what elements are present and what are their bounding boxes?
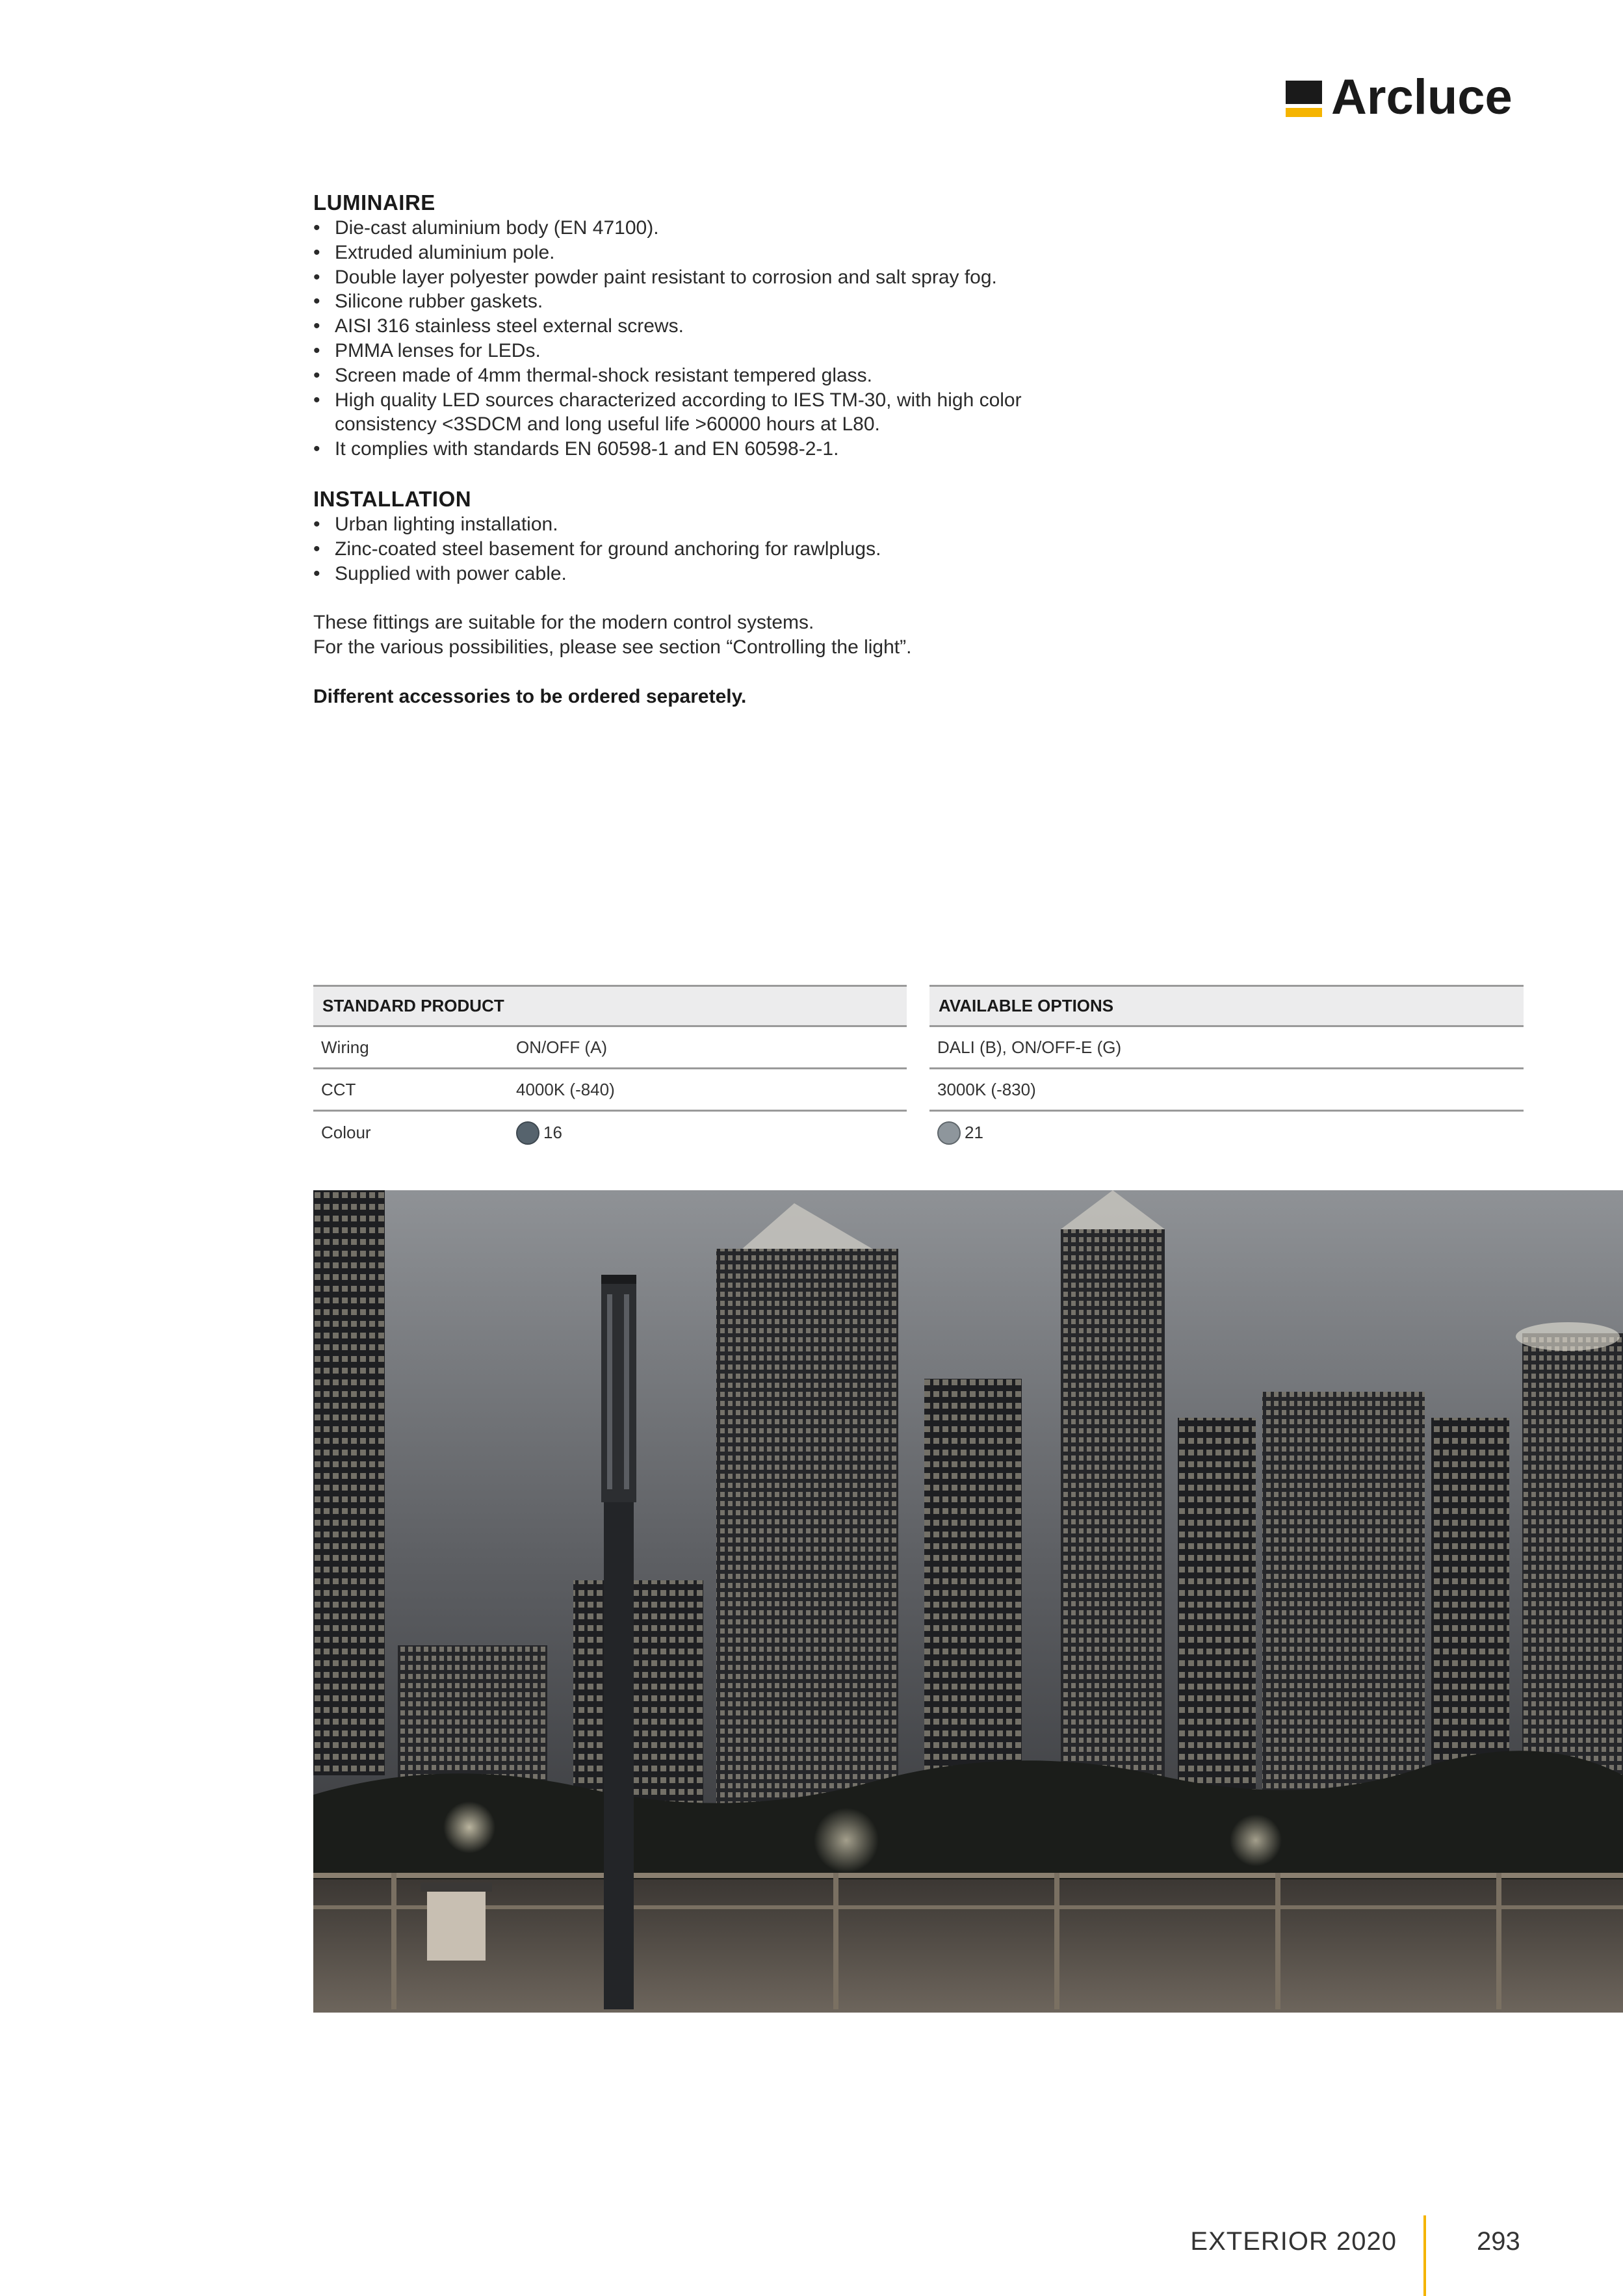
list-item: • Extruded aluminium pole. [313, 241, 1158, 265]
list-item: • Die-cast aluminium body (EN 47100). [313, 216, 1158, 241]
table-row [313, 1069, 907, 1112]
row-label: CCT [321, 1079, 356, 1099]
list-item: • High quality LED sources characterized according to IES TM-30, with high color consistency <3SDCM and long useful life >60000 hours at L80. [313, 388, 1069, 437]
list-item: • Supplied with power cable. [313, 562, 1158, 586]
product-description [313, 190, 1158, 709]
list-item: • Zinc-coated steel basement for ground anchoring for rawlplugs. [313, 537, 1158, 562]
page-number: 293 [1477, 2227, 1520, 2256]
control-systems-note: These fittings are suitable for the modern control systems. [313, 612, 814, 634]
table-row [929, 1027, 1524, 1069]
row-value: ON/OFF (A) [516, 1037, 608, 1057]
table-row [929, 1069, 1524, 1112]
list-item: • PMMA lenses for LEDs. [313, 339, 1158, 363]
row-value: 16 [543, 1123, 562, 1142]
standard-product-table [313, 985, 907, 1154]
row-value: DALI (B), ON/OFF-E (G) [937, 1037, 1122, 1057]
list-item: • Silicone rubber gaskets. [313, 289, 1158, 314]
row-value: 4000K (-840) [516, 1079, 615, 1099]
list-item: • Screen made of 4mm thermal-shock resistant tempered glass. [313, 363, 1158, 388]
installation-list [313, 512, 1158, 586]
available-options-table [929, 985, 1524, 1154]
luminaire-title: LUMINAIRE [313, 190, 435, 215]
luminaire-list [313, 216, 1158, 462]
installation-title: INSTALLATION [313, 486, 472, 511]
table-header: AVAILABLE OPTIONS [929, 985, 1524, 1027]
list-item: • It complies with standards EN 60598-1 and EN 60598-2-1. [313, 437, 1158, 462]
colour-swatch-21 [937, 1121, 961, 1145]
accessories-note: Different accessories to be ordered separetely. [313, 685, 747, 707]
brand-name: Arcluce [1331, 70, 1513, 125]
colour-swatch-16 [516, 1121, 539, 1145]
list-item: • Double layer polyester powder paint resistant to corrosion and salt spray fog. [313, 265, 1158, 290]
catalog-section: EXTERIOR 2020 [1190, 2227, 1397, 2256]
row-value: 3000K (-830) [937, 1079, 1036, 1099]
row-label: Colour [321, 1123, 371, 1142]
footer-divider [1423, 2215, 1426, 2296]
table-row [313, 1027, 907, 1069]
brand-logo [1286, 72, 1524, 124]
table-row [313, 1112, 907, 1154]
list-item: • AISI 316 stainless steel external screws. [313, 314, 1158, 339]
table-header: STANDARD PRODUCT [313, 985, 907, 1027]
brand-mark-icon [1286, 81, 1322, 117]
table-row [929, 1112, 1524, 1154]
row-value: 21 [965, 1123, 983, 1142]
list-item: • Urban lighting installation. [313, 512, 1158, 537]
row-label: Wiring [321, 1037, 369, 1057]
product-ambient-photo [313, 1190, 1623, 2013]
controlling-light-note: For the various possibilities, please see section “Controlling the light”. [313, 636, 912, 659]
